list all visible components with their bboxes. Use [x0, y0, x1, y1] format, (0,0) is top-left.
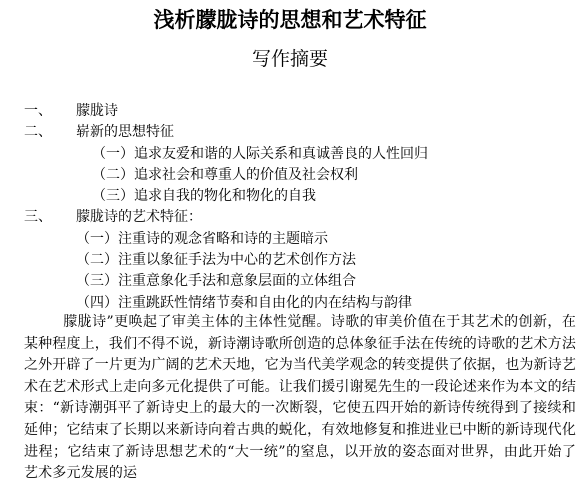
outline-subitem — [0, 165, 580, 186]
outline-number: 一、 — [24, 103, 52, 119]
outline-number: 三、 — [24, 209, 52, 226]
outline-subheading: （一）注重诗的观念省略和诗的主题暗示 — [76, 230, 328, 247]
outline-item — [0, 207, 580, 228]
outline-subitem — [0, 229, 580, 250]
outline-subitem — [0, 271, 580, 292]
document-title: 浅析朦胧诗的思想和艺术特征 — [153, 7, 427, 32]
outline-heading: 朦胧诗的艺术特征： — [76, 209, 202, 226]
outline-subheading: （四）注重跳跃性情绪节奏和自由化的内在结构与韵律 — [76, 294, 412, 311]
outline-subheading: （三）追求自我的物化和物化的自我 — [92, 188, 316, 205]
outline-item — [0, 122, 580, 143]
outline-heading: 朦胧诗 — [76, 103, 118, 119]
outline-subitem — [0, 186, 580, 207]
outline-subitem — [0, 293, 580, 314]
outline-subheading: （二）追求社会和尊重人的价值及社会权利 — [92, 166, 358, 183]
outline-number: 二、 — [24, 124, 52, 141]
outline-subheading: （一）追求友爱和谐的人际关系和真诚善良的人性回归 — [92, 145, 428, 162]
outline-subheading: （三）注重意象化手法和意象层面的立体组合 — [76, 273, 356, 290]
outline-subitem — [0, 144, 580, 165]
outline-item — [0, 101, 580, 122]
outline-subheading: （二）注重以象征手法为中心的艺术创作方法 — [76, 252, 356, 269]
outline-subitem — [0, 250, 580, 271]
outline-list — [0, 101, 580, 314]
document-subtitle: 写作摘要 — [251, 48, 328, 70]
outline-heading: 崭新的思想特征 — [76, 124, 174, 141]
body-paragraph: 朦胧诗”更唤起了审美主体的主体性觉醒。诗歌的审美价值在于其艺术的创新，在某种程度上，我们不得不说，新诗潮诗歌所创造的总体象征手法在传统的诗歌的艺术方法之外开辟了一片更为广阔的艺术天地，它为当代美学观念的转变提供了依据，也为新诗艺术在艺术形式上走向多元化提供了可能。让我们援引谢冕先生的一段论述来作为本文的结束：“新诗潮弭平了新诗史上的最大的一次断裂，它使五四开始的新诗传统得到了接续和延伸；它结束了长期以来新诗向着古典的蜕化，有效地修复和推进业已中断的新诗现代化进程；它结束了新诗思想艺术的“大一统”的窒息，以开放的姿态面对世界，由此开始了艺术多元发展的运 — [24, 314, 576, 482]
